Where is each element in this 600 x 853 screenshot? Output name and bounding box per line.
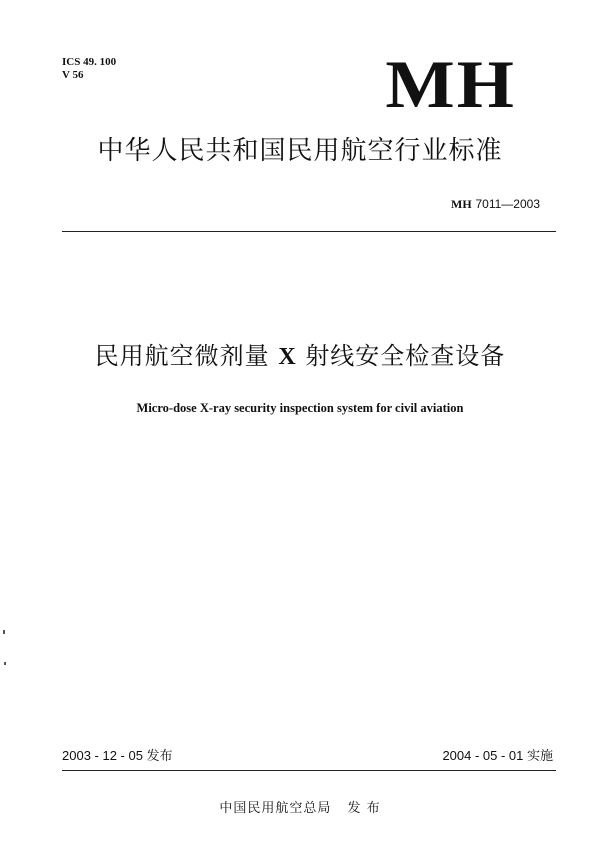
scan-mark xyxy=(3,630,5,634)
organization-title: 中华人民共和国民用航空行业标准 xyxy=(97,136,503,166)
publish-date: 2003 - 12 - 05 发布 xyxy=(62,748,173,763)
header-divider xyxy=(62,231,556,232)
issuer-name: 中国民用航空总局 xyxy=(219,801,332,816)
document-title-part2: 射线安全检查设备 xyxy=(305,342,506,370)
standard-number-prefix: MH xyxy=(451,197,472,211)
issuer-action: 发 布 xyxy=(347,801,381,816)
classification-codes xyxy=(62,56,116,82)
scan-mark xyxy=(4,662,6,665)
ics-code: ICS 49. 100 xyxy=(62,56,117,68)
ccs-code: V 56 xyxy=(62,69,84,81)
document-title xyxy=(0,340,600,373)
document-title-x: X xyxy=(278,344,297,370)
implement-date: 2004 - 05 - 01 实施 xyxy=(442,748,553,763)
footer-divider xyxy=(62,770,556,771)
issuer-line xyxy=(0,800,600,818)
document-subtitle: Micro-dose X-ray security inspection system for civil aviation xyxy=(136,401,464,415)
standard-number xyxy=(451,197,540,211)
standard-code-logo: MH xyxy=(385,46,516,122)
standard-number-value: 7011—2003 xyxy=(475,197,540,211)
document-title-part1: 民用航空微剂量 xyxy=(94,342,270,370)
